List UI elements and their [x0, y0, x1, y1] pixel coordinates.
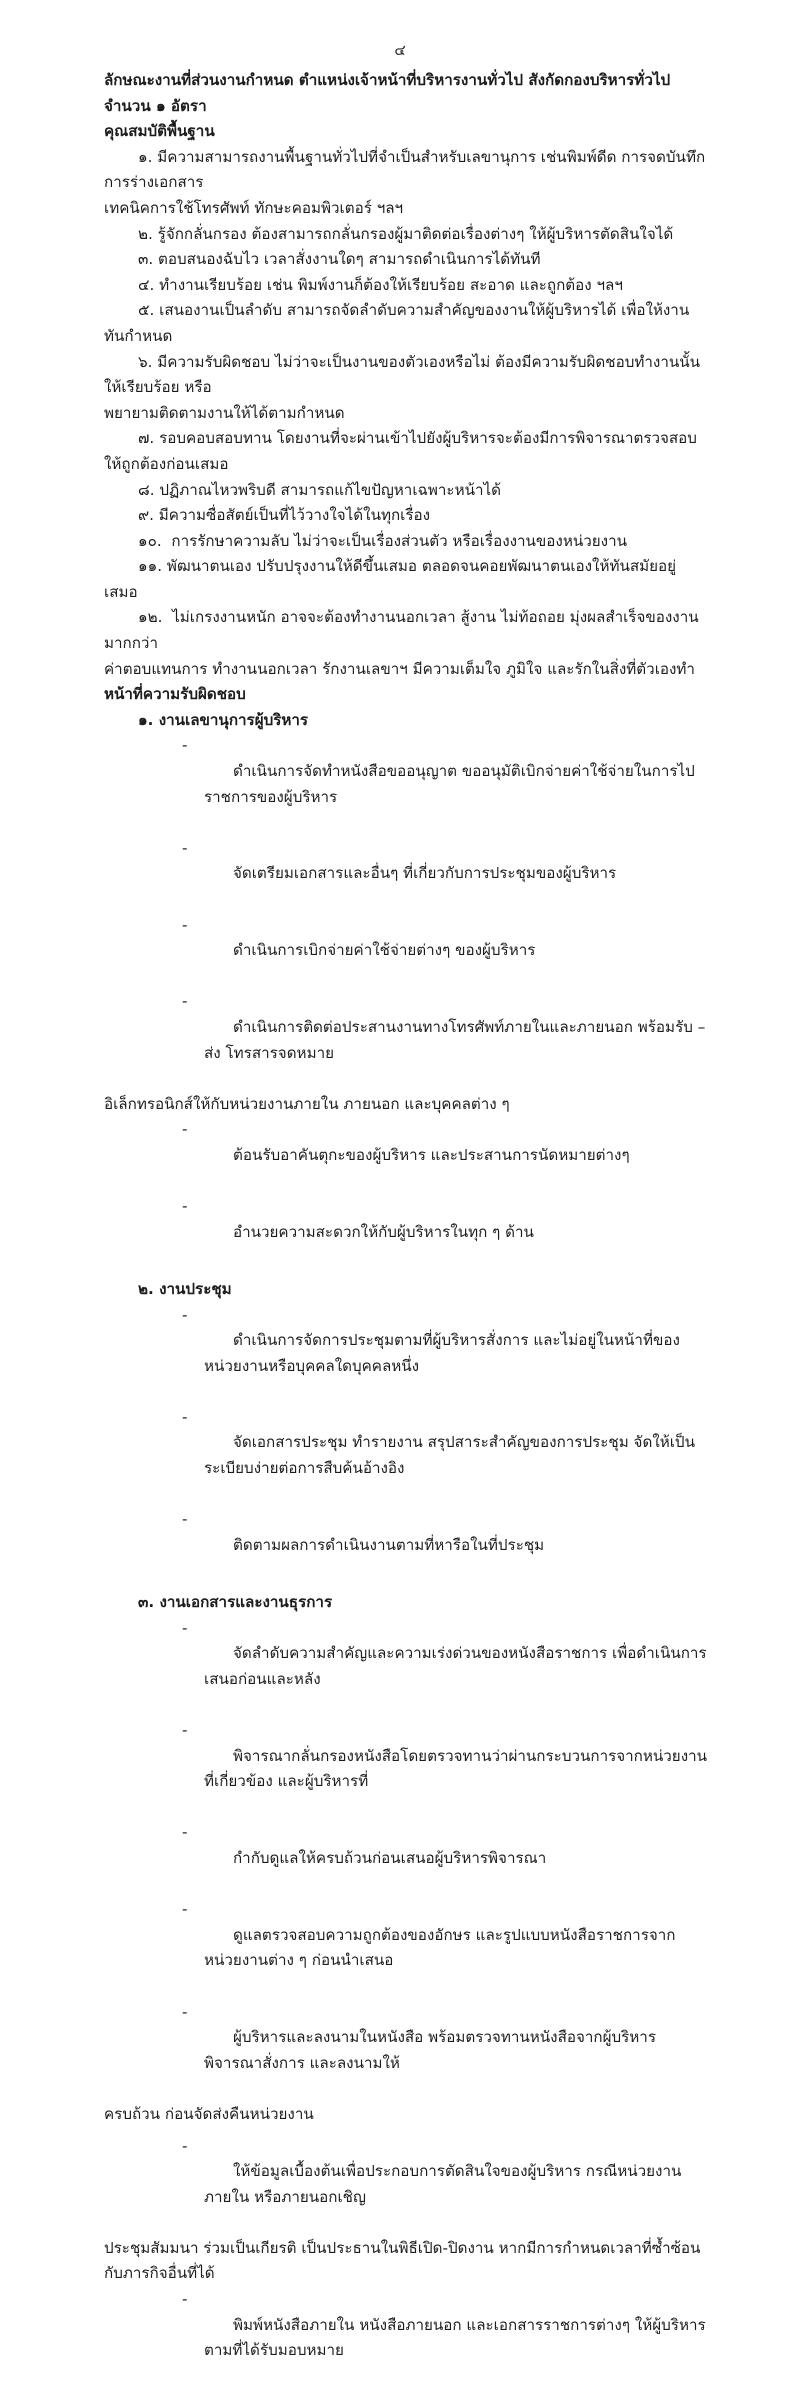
bullet-dash-icon: - [182, 915, 188, 934]
bullet-dash-icon: - [182, 736, 188, 755]
responsibility-item [104, 2000, 708, 2102]
responsibility-item-text: ดำเนินการจัดทำหนังสือขออนุญาต ขออนุมัติเบิกจ่ายค่าใช้จ่ายในการไปราชการของผู้บริหาร [204, 762, 695, 806]
bullet-dash-icon: - [182, 2002, 188, 2021]
responsibility-item-text: กำกับดูแลให้ครบถ้วนก่อนเสนอผู้บริหารพิจารณา [232, 1848, 547, 1867]
bullet-dash-icon: - [182, 1823, 188, 1842]
responsibility-item [104, 1507, 708, 1584]
responsibility-item-text: ดำเนินการติดต่อประสานงานทางโทรศัพท์ภายในและภายนอก พร้อมรับ – ส่ง โทรสารจดหมาย [204, 1017, 711, 1062]
document-body [104, 68, 711, 2389]
responsibility-item-text: พิมพ์หนังสือภายใน หนังสือภายนอก และเอกสารราชการต่างๆ ให้ผู้บริหารตามที่ได้รับมอบหมาย [204, 2315, 706, 2360]
responsibility-item [104, 1616, 708, 1718]
bullet-dash-icon: - [182, 1510, 188, 1529]
qualification-item: ๑. มีความสามารถงานพื้นฐานทั่วไปที่จำเป็นสำหรับเลขานุการ เช่นพิมพ์ดีด การจดบันทึก การร่างเอกสาร [104, 147, 710, 192]
qualification-item: ๘. ปฏิภาณไหวพริบดี สามารถแก้ไขปัญหาเฉพาะหน้าได้ [138, 480, 501, 499]
qualification-item: ๔. ทำงานเรียบร้อย เช่น พิมพ์งานก็ต้องให้เรียบร้อย สะอาด และถูกต้อง ฯลฯ [138, 275, 623, 294]
bullet-dash-icon: - [182, 1120, 188, 1139]
qualification-item: ๑๒. ไม่เกรงงานหนัก อาจจะต้องทำงานนอกเวลา สู้งาน ไม่ท้อถอย มุ่งผลสำเร็จของงานมากกว่า [104, 608, 699, 653]
bullet-dash-icon: - [182, 1407, 188, 1426]
responsibility-item [104, 913, 708, 990]
responsibility-group-heading: ๒. งานประชุม [138, 1279, 232, 1298]
responsibility-item-text: อำนวยความสะดวกให้กับผู้บริหารในทุก ๆ ด้าน [232, 1222, 534, 1241]
qualification-item-continuation: พยายามติดตามงานให้ได้ตามกำหนด [104, 403, 345, 422]
bullet-dash-icon: - [182, 1197, 188, 1216]
qualification-item: ๒. รู้จักกลั่นกรอง ต้องสามารถกลั่นกรองผู้มาติดต่อเรื่องต่างๆ ให้ผู้บริหารตัดสินใจได้ [138, 224, 674, 243]
responsibility-item-text: ดำเนินการเบิกจ่ายค่าใช้จ่ายต่างๆ ของผู้บริหาร [232, 941, 536, 960]
bullet-dash-icon: - [182, 992, 188, 1011]
bullet-dash-icon: - [182, 1721, 188, 1739]
qualification-item: ๖. มีความรับผิดชอบ ไม่ว่าจะเป็นงานของตัวเองหรือไม่ ต้องมีความรับผิดชอบทำงานนั้นให้เรียบร้อย หรือ [104, 352, 700, 397]
bullet-dash-icon: - [182, 1618, 188, 1637]
responsibility-item-continuation: ประชุมสัมมนา ร่วมเป็นเกียรติ เป็นประธานในพิธีเปิด-ปิดงาน หากมีการกำหนดเวลาที่ซ้ำซ้อนกับภารกิจอื่นที่ได้ [104, 2238, 701, 2283]
responsibility-item [104, 1303, 708, 1405]
responsibility-item [104, 733, 708, 835]
responsibility-item-text: ผู้บริหารและลงนามในหนังสือ พร้อมตรวจทานหนังสือจากผู้บริหารพิจารณาสั่งการ และลงนามให้ [204, 2028, 656, 2072]
bullet-dash-icon: - [182, 1305, 188, 1324]
responsibility-item [104, 1405, 708, 1507]
section-heading-responsibilities: หน้าที่ความรับผิดชอบ [104, 685, 246, 704]
responsibility-item [104, 836, 708, 913]
qualification-item-continuation: ค่าตอบแทนการ ทำงานนอกเวลา รักงานเลขาฯ มีความเต็มใจ ภูมิใจ และรักในสิ่งที่ตัวเองทำ [104, 659, 695, 678]
responsibility-item [104, 1820, 708, 1897]
responsibility-item [104, 1718, 708, 1820]
responsibility-item [104, 989, 711, 1091]
responsibility-item-text: จัดเตรียมเอกสารและอื่นๆ ที่เกี่ยวกับการประชุมของผู้บริหาร [232, 864, 617, 883]
responsibility-item-text: ต้อนรับอาคันตุกะของผู้บริหาร และประสานการนัดหมายต่างๆ [232, 1145, 630, 1164]
responsibility-item-text: จัดเอกสารประชุม ทำรายงาน สรุปสาระสำคัญของการประชุม จัดให้เป็นระเบียบง่ายต่อการสืบค้นอ้างอิง [204, 1433, 695, 1478]
qualification-item: ๑๐. การรักษาความลับ ไม่ว่าจะเป็นเรื่องส่วนตัว หรือเรื่องงานของหน่วยงาน [138, 531, 627, 550]
responsibility-item-text: ให้ข้อมูลเบื้องต้นเพื่อประกอบการตัดสินใจของผู้บริหาร กรณีหน่วยงานภายใน หรือภายนอกเชิญ [204, 2162, 682, 2206]
responsibility-item-text: ดูแลตรวจสอบความถูกต้องของอักษร และรูปแบบหนังสือราชการจากหน่วยงานต่าง ๆ ก่อนนำเสนอ [204, 1925, 676, 1970]
bullet-dash-icon: - [182, 2290, 188, 2309]
bullet-dash-icon: - [182, 838, 188, 857]
responsibility-item [104, 2134, 708, 2236]
qualification-item: ๑๑. พัฒนาตนเอง ปรับปรุงงานให้ดีขึ้นเสมอ ตลอดจนคอยพัฒนาตนเองให้ทันสมัยอยู่เสมอ [104, 557, 677, 601]
bullet-dash-icon: - [182, 2136, 188, 2155]
responsibility-item-continuation: ครบถ้วน ก่อนจัดส่งคืนหน่วยงาน [104, 2104, 314, 2123]
responsibility-item-text: จัดลำดับความสำคัญและความเร่งด่วนของหนังสือราชการ เพื่อดำเนินการเสนอก่อนและหลัง [204, 1644, 707, 1688]
section-heading-qualifications: คุณสมบัติพื้นฐาน [104, 122, 215, 141]
page-number: ๔ [394, 41, 406, 59]
responsibility-group-heading: ๑. งานเลขานุการผู้บริหาร [138, 710, 309, 729]
responsibility-item-text: พิจารณากลั่นกรองหนังสือโดยตรวจทานว่าผ่านกระบวนการจากหน่วยงานที่เกี่ยวข้อง และผู้บริหารที่ [204, 1746, 708, 1791]
qualification-item: ๓. ตอบสนองฉับไว เวลาสั่งงานใดๆ สามารถดำเนินการได้ทันที [138, 250, 541, 269]
responsibility-group-heading: ๓. งานเอกสารและงานธุรการ [138, 1593, 333, 1612]
qualification-item: ๕. เสนองานเป็นลำดับ สามารถจัดลำดับความสำคัญของงานให้ผู้บริหารได้ เพื่อให้งานทันกำหนด [104, 301, 690, 345]
qualification-item: ๙. มีความซื่อสัตย์เป็นที่ไว้วางใจได้ในทุกเรื่อง [138, 506, 431, 525]
responsibility-item [104, 2287, 708, 2389]
document-title: ลักษณะงานที่ส่วนงานกำหนด ตำแหน่งเจ้าหน้าที่บริหารงานทั่วไป สังกัดกองบริหารทั่วไป จำนวน ๑ อัตรา [104, 71, 676, 115]
responsibility-item [104, 1194, 708, 1271]
responsibility-item [104, 1117, 708, 1194]
responsibility-item-text: ติดตามผลการดำเนินงานตามที่หารือในที่ประชุม [232, 1535, 545, 1554]
qualification-item-continuation: เทคนิคการใช้โทรศัพท์ ทักษะคอมพิวเตอร์ ฯลฯ [104, 198, 404, 217]
responsibility-item-text: ดำเนินการจัดการประชุมตามที่ผู้บริหารสั่งการ และไม่อยู่ในหน้าที่ของหน่วยงานหรือบุคคลใดบุคคลหนึ่ง [204, 1331, 680, 1375]
qualification-item: ๗. รอบคอบสอบทาน โดยงานที่จะผ่านเข้าไปยังผู้บริหารจะต้องมีการพิจารณาตรวจสอบให้ถูกต้องก่อนเสมอ [104, 429, 697, 473]
bullet-dash-icon: - [182, 1900, 188, 1919]
responsibility-item-continuation: อิเล็กทรอนิกส์ให้กับหน่วยงานภายใน ภายนอก และบุคคลต่าง ๆ [104, 1094, 510, 1113]
responsibility-item [104, 1897, 708, 1999]
